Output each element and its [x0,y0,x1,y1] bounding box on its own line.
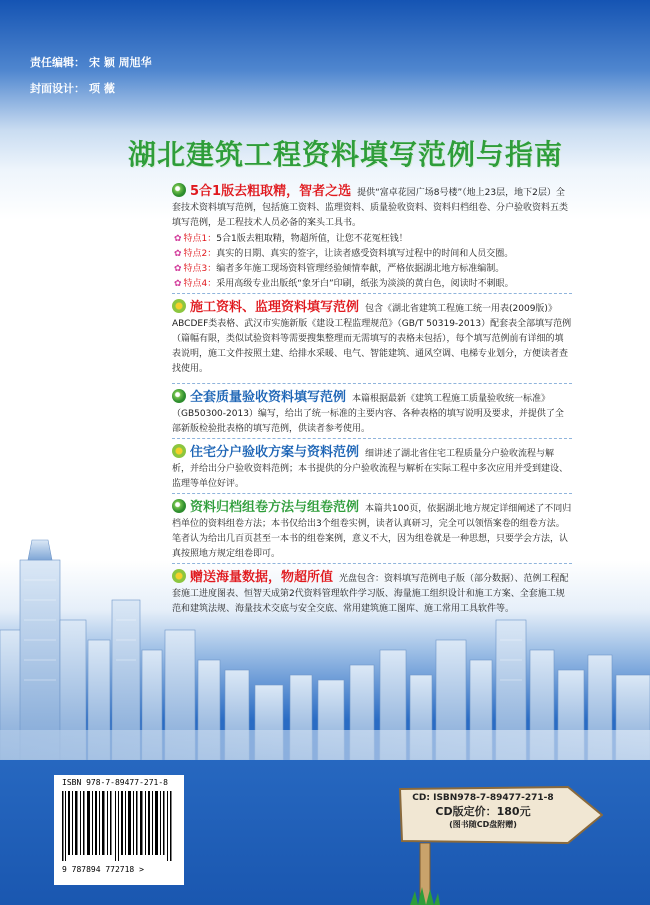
section-5-body: 本篇共100页，依据湖北地方规定详细阐述了不同归档单位的资料组卷方法；本书仅给出3个组卷实例，读者认真研习，完全可以领悟案卷的组卷方法。笔者认为给出几百页甚至一本书的组卷案例，意义不大，因为组卷就是一种思想，只要学会方法，认真按照地方规定组卷即可。 [172,504,572,559]
designer-label: 封面设计： [30,82,85,95]
feature-text: 5合1版去粗取精，物超所值，让您不花冤枉钱！ [216,234,408,244]
credits-block [30,50,156,102]
swirl-icon [172,389,186,403]
flower-icon: ✿ [174,234,182,244]
section-1-body: 提供“富卓花园广场8号楼”（地上23层，地下2层）全套技术资料填写范例，包括施工资料、监理资料、质量验收资料、资料归档组卷、分户验收资料五类填写范例，是工程技术人员必备的案头工具书。 [172,188,569,228]
editor-label: 责任编辑： [30,56,85,69]
editor-names: 宋 颖 周旭华 [89,56,152,69]
section-2-body: 包含《湖北省建筑工程施工统一用表(2009版)》ABCDEF类表格、武汉市实施新版《建设工程监理规范》（GB/T 50319-2013）配套表全部填写范例（篇幅有限，类似试验资料等需要搜集整理而无需填写的表格未包括），每个填写范例前有详细的填表说明，施工文件按照土建、给排水采暖、电气、智能建筑、通风空调、电梯专业划分，方便读者查找使用。 [172,304,572,374]
flower-icon: ✿ [174,264,182,274]
price-value: 180元 [496,805,531,818]
designer-name: 项 薇 [89,82,115,95]
section-6-heading: 赠送海量数据，物超所值 [190,570,334,585]
price-label: CD版定价： [435,805,497,818]
section-2 [172,299,572,377]
barcode-digits: 9 787894 772718 > [62,865,144,874]
barcode-isbn-text: ISBN 978-7-89477-271-8 [62,778,168,787]
feature-text: 真实的日期、真实的签字，让读者感受资料填写过程中的时间和人员交圈。 [216,249,514,259]
section-1-heading: 5合1版去粗取精，智者之选 [190,184,352,199]
feature-list [172,232,572,292]
divider [172,438,572,439]
price-line [408,803,558,819]
divider [172,293,572,294]
feature-label: 特点3： [183,264,217,274]
price-note: (图书随CD盘附赠) [449,820,517,829]
swirl-icon [172,183,186,197]
pinwheel-icon [172,299,186,313]
section-3 [172,389,572,437]
signpost-pole-icon [410,843,440,905]
barcode-block [54,775,184,885]
section-4 [172,444,572,492]
section-4-heading: 住宅分户验收方案与资料范例 [190,445,360,460]
flower-icon: ✿ [174,279,182,289]
city-skyline-illustration [0,500,650,760]
editor-row [30,50,156,76]
feature-label: 特点4： [183,279,217,289]
flower-icon: ✿ [174,249,182,259]
section-3-heading: 全套质量验收资料填写范例 [190,390,347,405]
feature-text: 采用高级专业出版纸“象牙白”印刷，纸张为淡淡的黄白色，阅读时不刺眼。 [216,279,514,289]
pinwheel-icon [172,444,186,458]
feature-item [174,247,572,262]
feature-item [174,262,572,277]
section-1 [172,183,572,292]
feature-label: 特点2： [183,249,217,259]
barcode-icon [62,791,176,861]
divider [172,383,572,384]
feature-text: 编者多年施工现场资料管理经验倾情奉献，严格依据湖北地方标准编制。 [216,264,505,274]
feature-item [174,232,572,247]
section-3-body: 本篇根据最新《建筑工程施工质量验收统一标准》（GB50300-2013）编写，给出了统一标准的主要内容、各种表格的填写说明及要求，并提供了全部新版检验批表格的填写范例，供读者参考使用。 [172,394,564,434]
divider [172,493,572,494]
section-4-body: 细讲述了湖北省住宅工程质量分户验收流程与解析，并给出分户验收资料范例；本书提供的分户验收流程与解析在实际工程中多次应用并受到建设、监理等单位好评。 [172,449,569,489]
book-title: 湖北建筑工程资料填写范例与指南 [128,138,564,171]
feature-label: 特点1： [183,234,217,244]
cd-isbn: CD: ISBN978-7-89477-271-8 [412,793,554,803]
section-5-heading: 资料归档组卷方法与组卷范例 [190,500,360,515]
feature-item [174,277,572,292]
section-6-body: 光盘包含：资料填写范例电子版（部分数据）、范例工程配套施工进度图表、恒智天成第2代资料管理软件学习版、海量施工组织设计和施工方案、全套施工规范和建筑法规、海量技术交底与安全交底、常用建筑施工图库、施工常用工具软件等。 [172,574,569,614]
price-sign [408,793,558,830]
designer-row [30,76,156,102]
section-2-heading: 施工资料、监理资料填写范例 [190,300,360,315]
